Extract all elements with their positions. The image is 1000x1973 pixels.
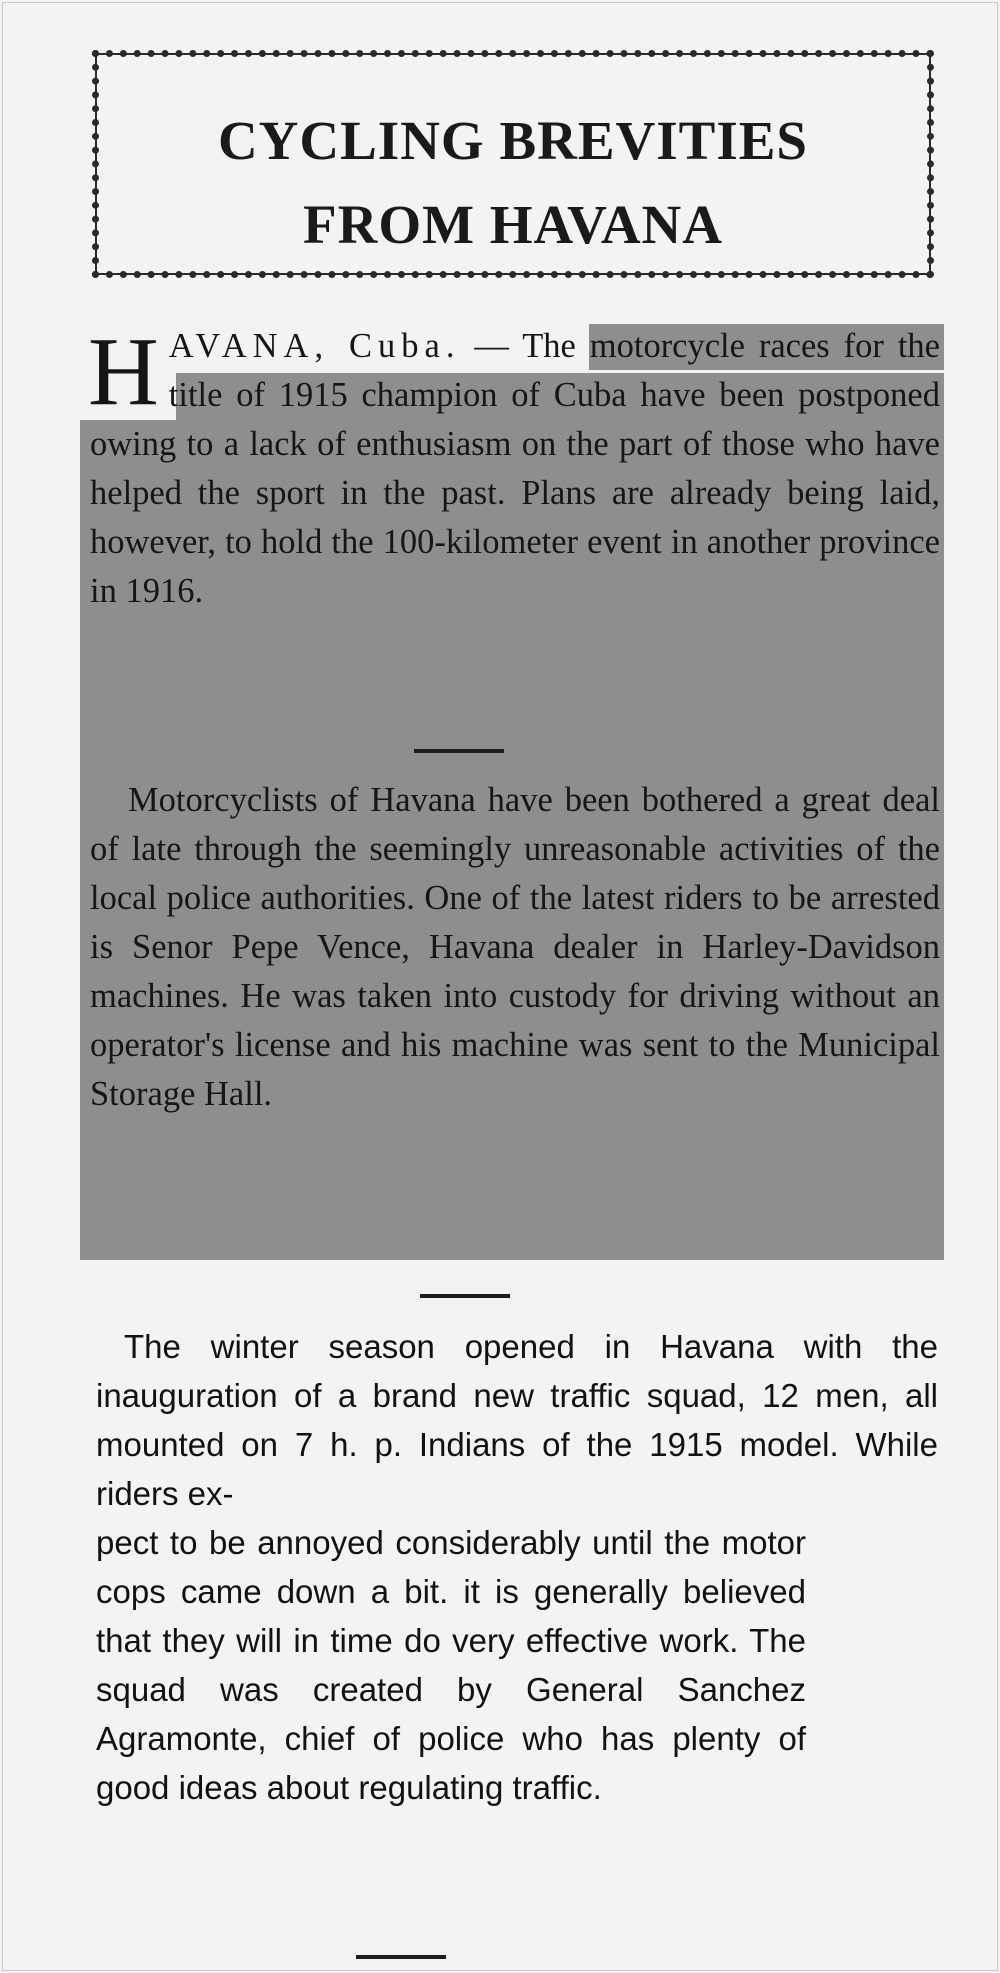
paragraph-1 (88, 318, 940, 616)
paragraph-3-text-narrow: pect to be annoyed considerably until the motor cops came down a bit. it is generally believed that they will in time do very effective work. The squad was created by General Sanchez Agramonte, chief of police who has plenty of good ideas about regulating traffic. (96, 1524, 806, 1806)
dateline-dash: — (460, 327, 523, 365)
paragraph-1-text: The motorcycle races for the title of 1915 champion of Cuba have been postponed owing to a lack of enthusiasm on the part of those who have helped the sport in the past. Plans are already being laid, however, to hold the 100-kilometer event in another province in 1916. (90, 327, 940, 610)
headline-line-1: CYCLING BREVITIES (217, 110, 809, 171)
drop-cap: H (88, 318, 159, 426)
paragraph-3-text-wide: The winter season opened in Havana with the inauguration of a brand new traffic squad, 12 men, all mounted on 7 h. p. Indians of the 1915 model. While riders ex- (96, 1328, 938, 1512)
headline-box (92, 50, 934, 278)
paragraph-2: Motorcyclists of Havana have been bothered a great deal of late through the seemingly unreasonable activities of the local police authorities. One of the latest riders to be arrested is Senor Pepe Vence, Havana dealer in Harley-Davidson machines. He was taken into custody for driving without an operator's license and his machine was sent to the Municipal Storage Hall. (90, 781, 940, 1113)
headline (99, 57, 927, 267)
dateline: AVANA, Cuba. (168, 327, 461, 365)
section-divider (356, 1955, 446, 1959)
section-divider (420, 1294, 510, 1298)
headline-line-2: FROM HAVANA (303, 194, 723, 255)
paragraph-3 (96, 1322, 938, 1812)
section-divider (414, 749, 504, 753)
